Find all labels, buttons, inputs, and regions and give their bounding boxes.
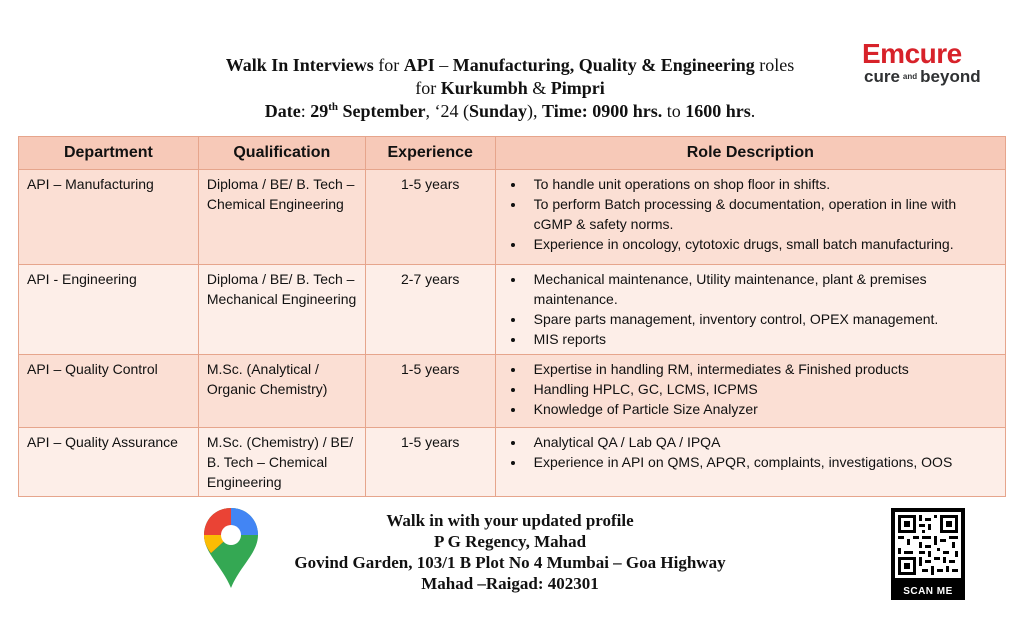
cell-department: API - Engineering <box>19 265 199 355</box>
cell-department: API – Manufacturing <box>19 170 199 265</box>
jobs-table <box>18 136 1006 497</box>
role-item: • Analytical QA / Lab QA / IPQA <box>526 432 997 452</box>
role-item: • To handle unit operations on shop floor in shifts. <box>526 174 997 194</box>
role-item: • MIS reports <box>526 329 997 349</box>
footer-line: Mahad –Raigad: 402301 <box>421 574 599 593</box>
header-line-1: Walk In Interviews for API – Manufacturing, Quality & Engineering roles <box>225 55 795 75</box>
role-item: • Handling HPLC, GC, LCMS, ICPMS <box>526 379 997 399</box>
venue-address <box>240 510 780 594</box>
table-row <box>19 265 1006 355</box>
role-item: • Mechanical maintenance, Utility maintenance, plant & premises maintenance. <box>526 269 997 309</box>
cell-department: API – Quality Control <box>19 355 199 428</box>
qr-code[interactable] <box>891 508 965 600</box>
role-item: • To perform Batch processing & documentation, operation in line with cGMP & safety norms. <box>526 194 997 234</box>
role-item: • Experience in API on QMS, APQR, complaints, investigations, OOS <box>526 452 997 472</box>
cell-qualification: Diploma / BE/ B. Tech – Mechanical Engineering <box>198 265 365 355</box>
header-department: Department <box>19 137 199 170</box>
cell-role-description <box>495 428 1005 497</box>
cell-experience: 2-7 years <box>365 265 495 355</box>
cell-role-description <box>495 170 1005 265</box>
footer-line: Govind Garden, 103/1 B Plot No 4 Mumbai – Goa Highway <box>294 553 726 572</box>
qr-code-icon <box>895 512 961 578</box>
header <box>130 54 890 123</box>
cell-role-description <box>495 355 1005 428</box>
scan-me-label: SCAN ME <box>903 586 953 597</box>
cell-experience: 1-5 years <box>365 428 495 497</box>
cell-qualification: Diploma / BE/ B. Tech – Chemical Engineering <box>198 170 365 265</box>
logo-brand: Emcure <box>862 38 962 69</box>
cell-experience: 1-5 years <box>365 355 495 428</box>
footer-line: P G Regency, Mahad <box>433 532 587 551</box>
role-item: • Knowledge of Particle Size Analyzer <box>526 399 997 419</box>
logo-tagline: cure and beyond <box>864 67 981 86</box>
cell-role-description <box>495 265 1005 355</box>
role-item: • Spare parts management, inventory control, OPEX management. <box>526 309 997 329</box>
role-item: • Experience in oncology, cytotoxic drugs, small batch manufacturing. <box>526 234 997 254</box>
table-row <box>19 170 1006 265</box>
footer-line: Walk in with your updated profile <box>386 511 634 530</box>
header-line-2: for Kurkumbh & Pimpri <box>415 78 605 98</box>
header-qualification: Qualification <box>198 137 365 170</box>
header-line-3: Date: 29th September, ‘24 (Sunday), Time: 0900 hrs. to 1600 hrs. <box>264 101 756 121</box>
table-row <box>19 428 1006 497</box>
table-row <box>19 355 1006 428</box>
table-header-row <box>19 137 1006 170</box>
header-role-description: Role Description <box>495 137 1005 170</box>
cell-qualification: M.Sc. (Analytical / Organic Chemistry) <box>198 355 365 428</box>
cell-department: API – Quality Assurance <box>19 428 199 497</box>
cell-qualification: M.Sc. (Chemistry) / BE/ B. Tech – Chemical Engineering <box>198 428 365 497</box>
role-item: • Expertise in handling RM, intermediates & Finished products <box>526 359 997 379</box>
cell-experience: 1-5 years <box>365 170 495 265</box>
header-experience: Experience <box>365 137 495 170</box>
emcure-logo <box>862 40 994 86</box>
